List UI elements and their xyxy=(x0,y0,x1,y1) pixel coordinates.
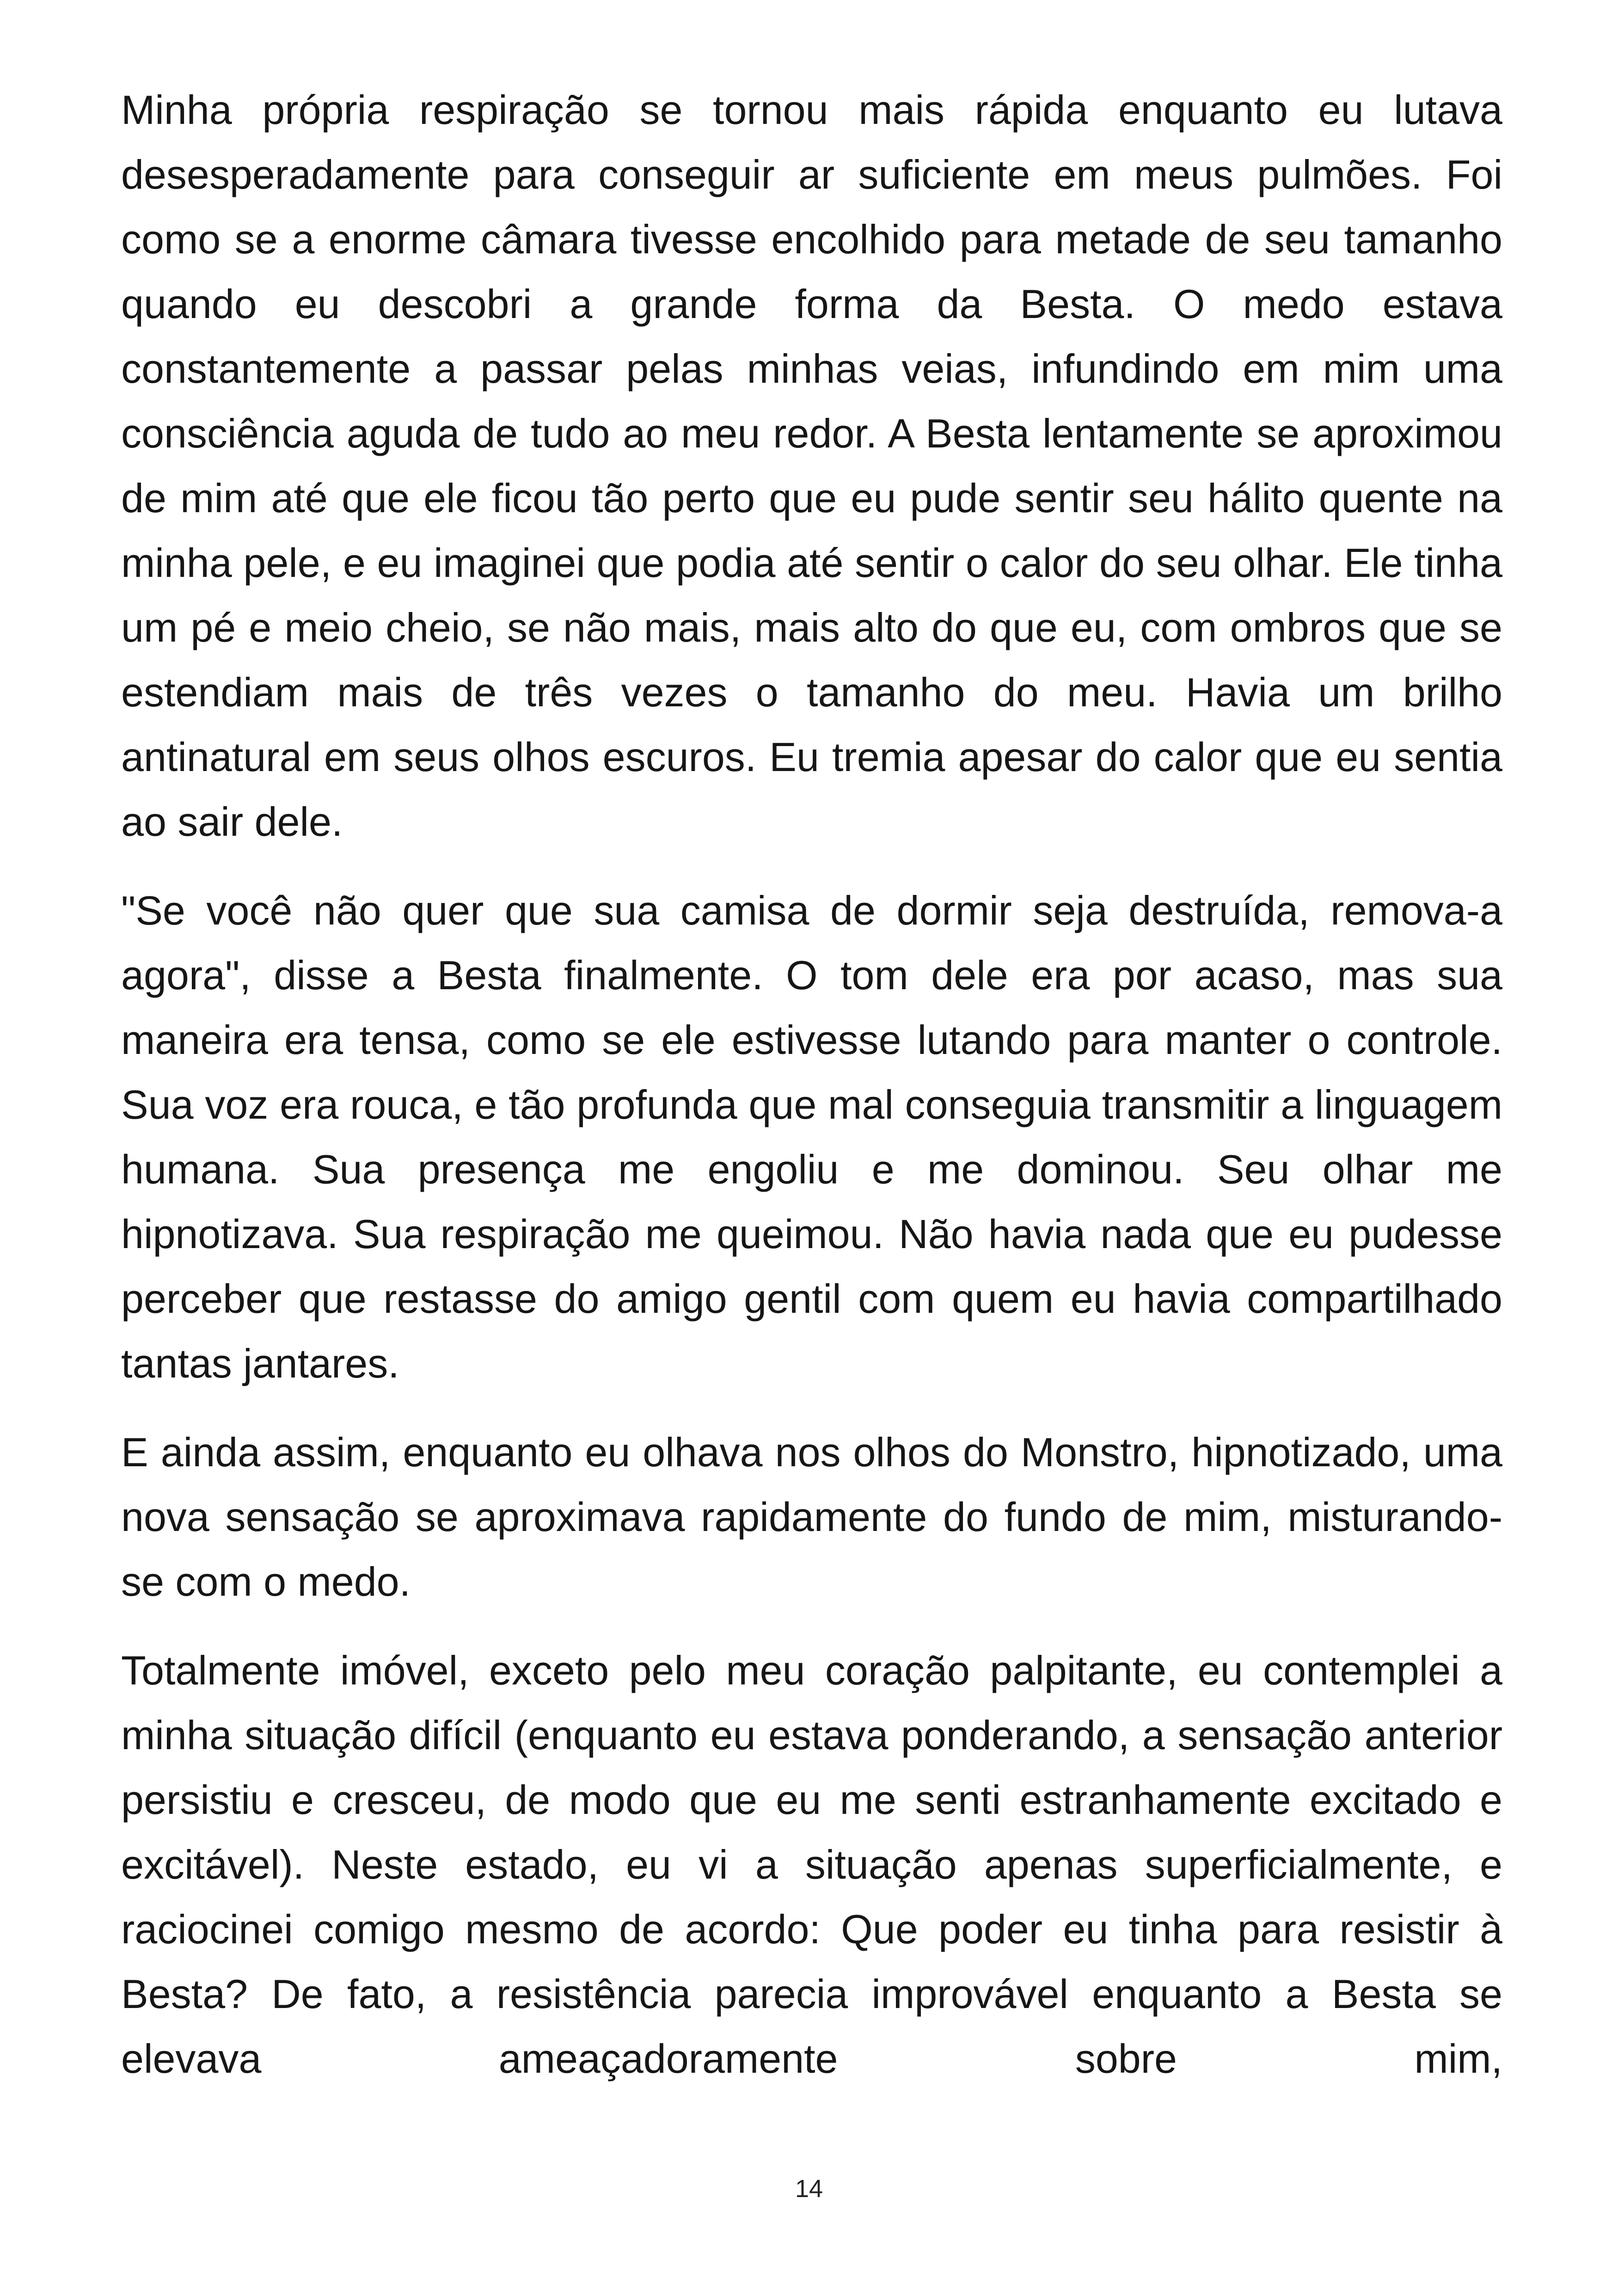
paragraph-2: "Se você não quer que sua camisa de dormir seja destruída, remova-a agora", disse a Besta finalmente. O tom dele era por acaso, mas sua maneira era tensa, como se ele estivesse lutando para manter o controle. Sua voz era rouca, e tão profunda que mal conseguia transmitir a linguagem humana. Sua presença me engoliu e me dominou. Seu olhar me hipnotizava. Sua respiração me queimou. Não havia nada que eu pudesse perceber que restasse do amigo gentil com quem eu havia compartilhado tantas jantares. xyxy=(121,888,1502,1386)
paragraph-3: E ainda assim, enquanto eu olhava nos olhos do Monstro, hipnotizado, uma nova sensação se aproximava rapidamente do fundo de mim, misturando-se com o medo. xyxy=(121,1429,1502,1604)
body-text xyxy=(121,78,1502,2091)
paragraph-4: Totalmente imóvel, exceto pelo meu coração palpitante, eu contemplei a minha situação difícil (enquanto eu estava ponderando, a sensação anterior persistiu e cresceu, de modo que eu me senti estranhamente excitado e excitável). Neste estado, eu vi a situação apenas superficialmente, e raciocinei comigo mesmo de acordo: Que poder eu tinha para resistir à Besta? De fato, a resistência parecia improvável enquanto a Besta se elevava ameaçadoramente sobre mim, xyxy=(121,1647,1502,2082)
paragraph-1: Minha própria respiração se tornou mais rápida enquanto eu lutava desesperadamente para conseguir ar suficiente em meus pulmões. Foi como se a enorme câmara tivesse encolhido para metade de seu tamanho quando eu descobri a grande forma da Besta. O medo estava constantemente a passar pelas minhas veias, infundindo em mim uma consciência aguda de tudo ao meu redor. A Besta lentamente se aproximou de mim até que ele ficou tão perto que eu pude sentir seu hálito quente na minha pele, e eu imaginei que podia até sentir o calor do seu olhar. Ele tinha um pé e meio cheio, se não mais, mais alto do que eu, com ombros que se estendiam mais de três vezes o tamanho do meu. Havia um brilho antinatural em seus olhos escuros. Eu tremia apesar do calor que eu sentia ao sair dele. xyxy=(121,87,1502,845)
page-number: 14 xyxy=(795,2175,823,2203)
